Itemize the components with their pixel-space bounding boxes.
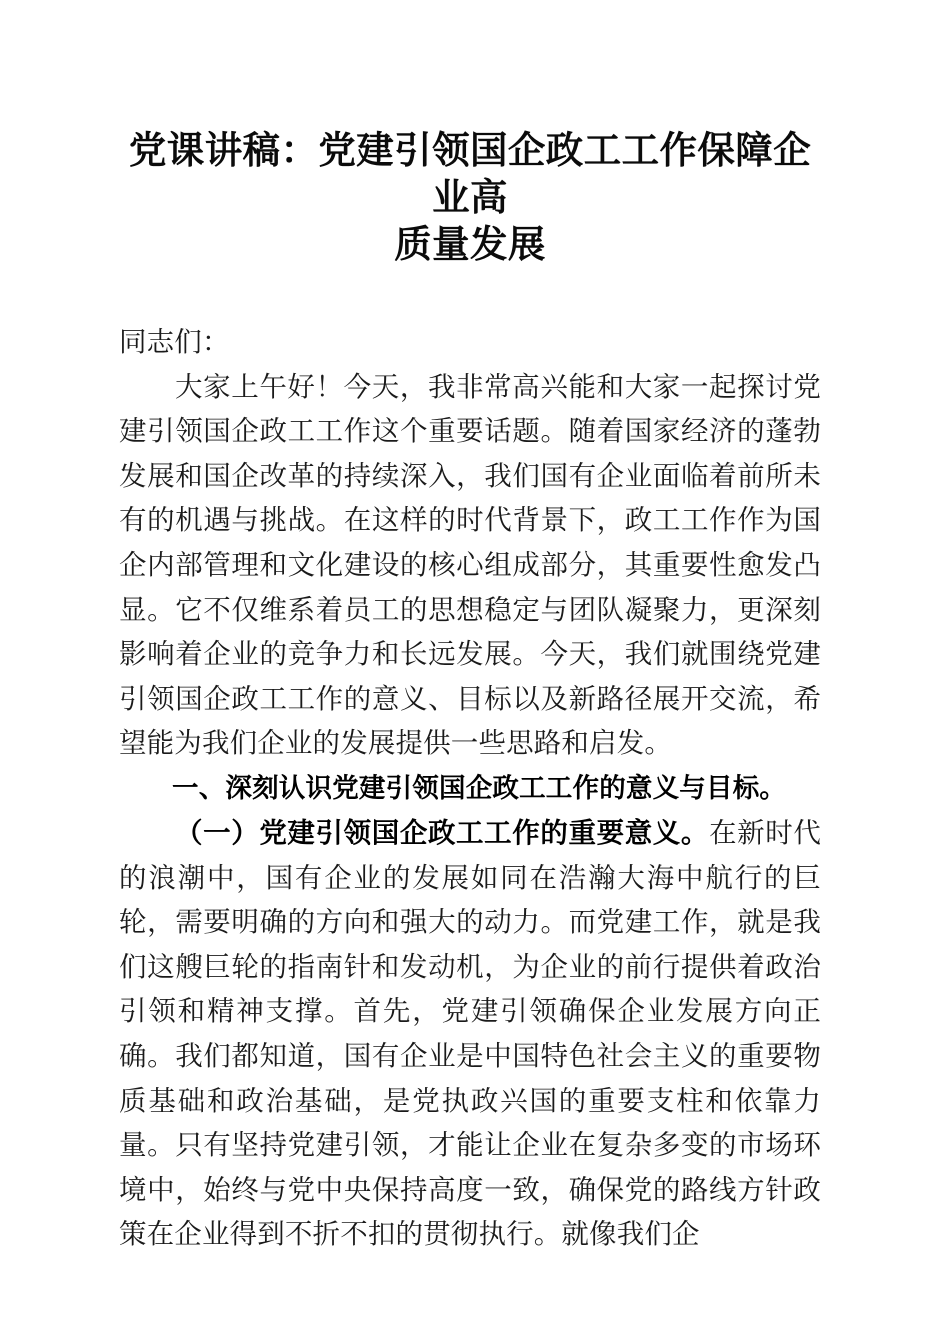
page-title (119, 0, 821, 269)
salutation: 同志们： (119, 326, 230, 357)
subsection-1-paragraph (119, 811, 821, 1257)
document-content (119, 0, 821, 1257)
subsection-1-lead: （一）党建引领国企政工工作的重要意义。 (175, 816, 710, 848)
page-title-line-1: 党课讲稿：党建引领国企政工工作保障企业高 (128, 131, 812, 219)
subsection-1-body: 在新时代的浪潮中，国有企业的发展如同在浩瀚大海中航行的巨轮，需要明确的方向和强大的动力。而党建工作，就是我们这艘巨轮的指南针和发动机，为企业的前行提供着政治引领和精神支撑。首先，党建引领确保企业发展方向正确。我们都知道，国有企业是中国特色社会主义的重要物质基础和政治基础，是党执政兴国的重要支柱和依靠力量。只有坚持党建引领，才能让企业在复杂多变的市场环境中，始终与党中央保持高度一致，确保党的路线方针政策在企业得到不折不扣的贯彻执行。就像我们企 (119, 816, 821, 1250)
opening-paragraph: 大家上午好！今天，我非常高兴能和大家一起探讨党建引领国企政工工作这个重要话题。随着国家经济的蓬勃发展和国企改革的持续深入，我们国有企业面临着前所未有的机遇与挑战。在这样的时代背景下，政工工作作为国企内部管理和文化建设的核心组成部分，其重要性愈发凸显。它不仅维系着员工的思想稳定与团队凝聚力，更深刻影响着企业的竞争力和长远发展。今天，我们就围绕党建引领国企政工工作的意义、目标以及新路径展开交流，希望能为我们企业的发展提供一些思路和启发。 (119, 370, 821, 759)
page-title-line-2: 质量发展 (394, 225, 546, 266)
section-heading-1: 一、深刻认识党建引领国企政工工作的意义与目标。 (172, 772, 787, 804)
